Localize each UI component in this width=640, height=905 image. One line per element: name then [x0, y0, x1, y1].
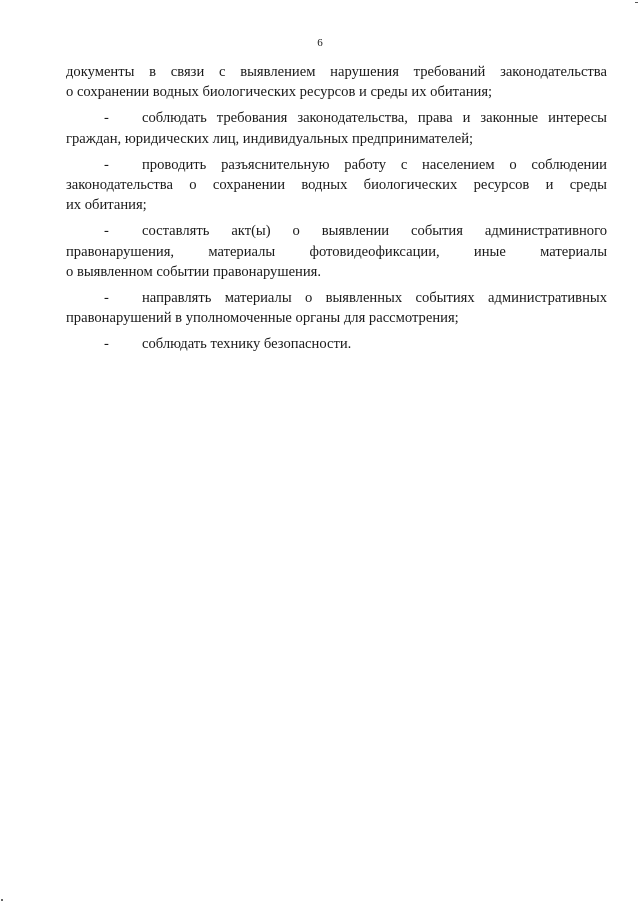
intro-line-2: о сохранении водных биологических ресурсов и среды их обитания;: [66, 84, 493, 101]
list-dash: -: [104, 223, 109, 240]
list-item-safety: [66, 334, 607, 354]
list-item-line-2: законодательства о сохранении водных биологических ресурсов и среды: [66, 177, 607, 194]
document-body: [66, 62, 607, 361]
page-number: 6: [317, 37, 323, 49]
list-item-line-1: соблюдать технику безопасности.: [142, 336, 352, 353]
intro-paragraph: [66, 62, 607, 102]
list-item-line-1: направлять материалы о выявленных событиях административных: [142, 290, 607, 307]
list-item-line-3: их обитания;: [66, 197, 147, 214]
list-dash: -: [104, 336, 109, 353]
list-dash: -: [104, 110, 109, 127]
list-item-comply-law: [66, 108, 607, 148]
list-item-send-materials: [66, 288, 607, 328]
list-item-line-2: правонарушения, материалы фотовидеофиксации, иные материалы: [66, 243, 607, 260]
scan-mark-bottom-left: [1, 899, 3, 901]
list-item-line-3: о выявленном событии правонарушения.: [66, 263, 322, 280]
list-item-explanatory-work: [66, 155, 607, 216]
list-item-line-1: соблюдать требования законодательства, права и законные интересы: [142, 110, 607, 127]
list-item-line-2: граждан, юридических лиц, индивидуальных предпринимателей;: [66, 130, 474, 147]
list-dash: -: [104, 290, 109, 307]
list-dash: -: [104, 156, 109, 173]
scan-mark-top-right: [635, 2, 638, 3]
list-item-draw-up-acts: [66, 221, 607, 282]
list-item-line-2: правонарушений в уполномоченные органы для рассмотрения;: [66, 310, 459, 327]
list-item-line-1: составлять акт(ы) о выявлении события административного: [142, 223, 607, 240]
intro-line-1: документы в связи с выявлением нарушения требований законодательства: [66, 64, 607, 80]
list-item-line-1: проводить разъяснительную работу с населением о соблюдении: [142, 156, 607, 173]
